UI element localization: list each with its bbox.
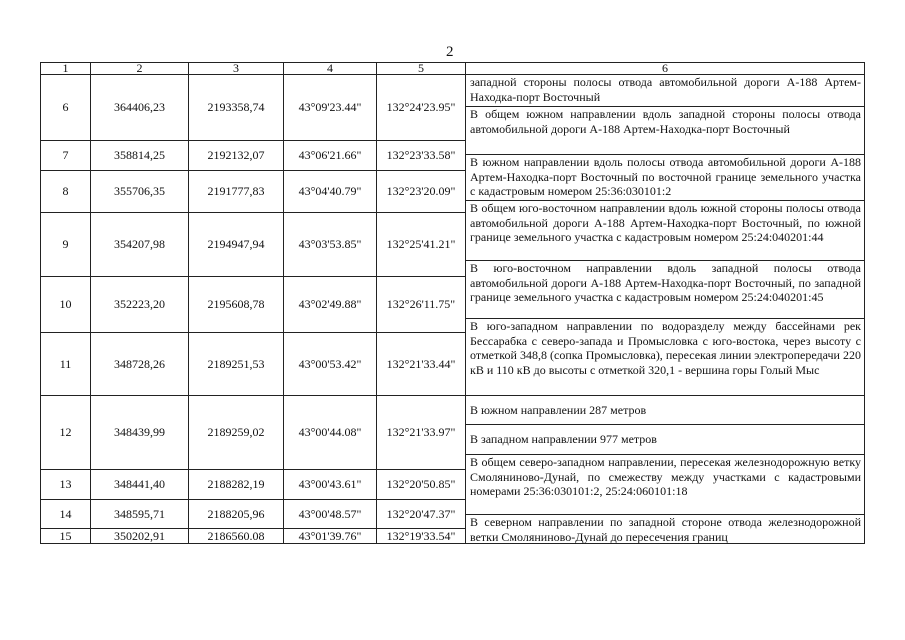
cell-x-coordinate: 354207,98 [90, 212, 189, 277]
cell-point-number: 6 [40, 74, 91, 141]
col-header: 4 [283, 62, 377, 75]
cell-longitude: 132°23'33.58" [376, 140, 466, 171]
cell-latitude: 43°09'23.44" [283, 74, 377, 141]
cell-longitude: 132°20'47.37" [376, 499, 466, 529]
cell-point-number: 12 [40, 395, 91, 470]
cell-x-coordinate: 350202,91 [90, 528, 189, 544]
cell-latitude: 43°03'53.85" [283, 212, 377, 277]
cell-point-number: 15 [40, 528, 91, 544]
cell-longitude: 132°25'41.21" [376, 212, 466, 277]
col-header: 2 [90, 62, 189, 75]
cell-y-coordinate: 2193358,74 [188, 74, 284, 141]
cell-latitude: 43°00'53.42" [283, 332, 377, 396]
cell-point-number: 7 [40, 140, 91, 171]
cell-longitude: 132°20'50.85" [376, 469, 466, 500]
cell-longitude: 132°19'33.54" [376, 528, 466, 544]
cell-point-number: 8 [40, 170, 91, 213]
cell-longitude: 132°24'23.95" [376, 74, 466, 141]
cell-latitude: 43°00'44.08" [283, 395, 377, 470]
col-header: 6 [465, 62, 865, 75]
boundary-description: В общем юго-восточном направлении вдоль южной стороны полосы отвода автомобильной дороги А-188 Артем-Находка-порт Восточный, по южной границе земельного участка с кадастровым номером 25:24:040201:44 [465, 200, 865, 261]
cell-x-coordinate: 352223,20 [90, 276, 189, 333]
boundary-description: В южном направлении вдоль полосы отвода автомобильной дороги А-188 Артем-Находка-порт Восточный по восточной границе земельного участка с кадастровым номером 25:36:030101:2 [465, 154, 865, 201]
cell-longitude: 132°23'20.09" [376, 170, 466, 213]
cell-longitude: 132°21'33.44" [376, 332, 466, 396]
col-header: 5 [376, 62, 466, 75]
boundary-description: В западном направлении 977 метров [465, 424, 865, 455]
boundary-description: В общем южном направлении вдоль западной стороны полосы отвода автомобильной дороги А-188 Артем-Находка-порт Восточный [465, 106, 865, 155]
cell-y-coordinate: 2189251,53 [188, 332, 284, 396]
cell-point-number: 13 [40, 469, 91, 500]
cell-x-coordinate: 358814,25 [90, 140, 189, 171]
coordinates-table [40, 62, 865, 544]
cell-longitude: 132°26'11.75" [376, 276, 466, 333]
boundary-description: В южном направлении 287 метров [465, 395, 865, 425]
cell-longitude: 132°21'33.97" [376, 395, 466, 470]
boundary-description: В общем северо-западном направлении, пересекая железнодорожную ветку Смоляниново-Дунай, по смежеству между участками с кадастровыми номерами 25:36:030101:2, 25:24:060101:18 [465, 454, 865, 515]
boundary-description: западной стороны полосы отвода автомобильной дороги А-188 Артем-Находка-порт Восточный [465, 74, 865, 107]
col-header: 3 [188, 62, 284, 75]
cell-y-coordinate: 2188205,96 [188, 499, 284, 529]
cell-y-coordinate: 2194947,94 [188, 212, 284, 277]
page-number: 2 [446, 44, 454, 60]
cell-point-number: 14 [40, 499, 91, 529]
cell-latitude: 43°00'48.57" [283, 499, 377, 529]
cell-x-coordinate: 355706,35 [90, 170, 189, 213]
col-header: 1 [40, 62, 91, 75]
cell-x-coordinate: 364406,23 [90, 74, 189, 141]
cell-y-coordinate: 2195608,78 [188, 276, 284, 333]
cell-x-coordinate: 348595,71 [90, 499, 189, 529]
cell-y-coordinate: 2192132,07 [188, 140, 284, 171]
cell-latitude: 43°02'49.88" [283, 276, 377, 333]
cell-y-coordinate: 2186560.08 [188, 528, 284, 544]
cell-x-coordinate: 348439,99 [90, 395, 189, 470]
cell-point-number: 9 [40, 212, 91, 277]
cell-y-coordinate: 2188282,19 [188, 469, 284, 500]
cell-latitude: 43°06'21.66" [283, 140, 377, 171]
cell-x-coordinate: 348728,26 [90, 332, 189, 396]
cell-y-coordinate: 2191777,83 [188, 170, 284, 213]
cell-latitude: 43°01'39.76" [283, 528, 377, 544]
boundary-description: В юго-восточном направлении вдоль западной полосы отвода автомобильной дороги А-188 Артем-Находка-порт Восточный, по западной границе земельного участка с кадастровым номером 25:24:040201:45 [465, 260, 865, 319]
cell-point-number: 11 [40, 332, 91, 396]
cell-point-number: 10 [40, 276, 91, 333]
cell-latitude: 43°04'40.79" [283, 170, 377, 213]
boundary-description: В северном направлении по западной стороне отвода железнодорожной ветки Смоляниново-Дунай до пересечения границ [465, 514, 865, 544]
boundary-description: В юго-западном направлении по водоразделу между бассейнами рек Бессарабка с северо-запада и Промысловка с юго-востока, через высоту с отметкой 348,8 (сопка Промысловка), пересекая линии электропередачи 220 кВ и 110 кВ до высоты с отметкой 320,1 - вершина горы Голый Мыс [465, 318, 865, 396]
cell-latitude: 43°00'43.61" [283, 469, 377, 500]
cell-y-coordinate: 2189259,02 [188, 395, 284, 470]
cell-x-coordinate: 348441,40 [90, 469, 189, 500]
